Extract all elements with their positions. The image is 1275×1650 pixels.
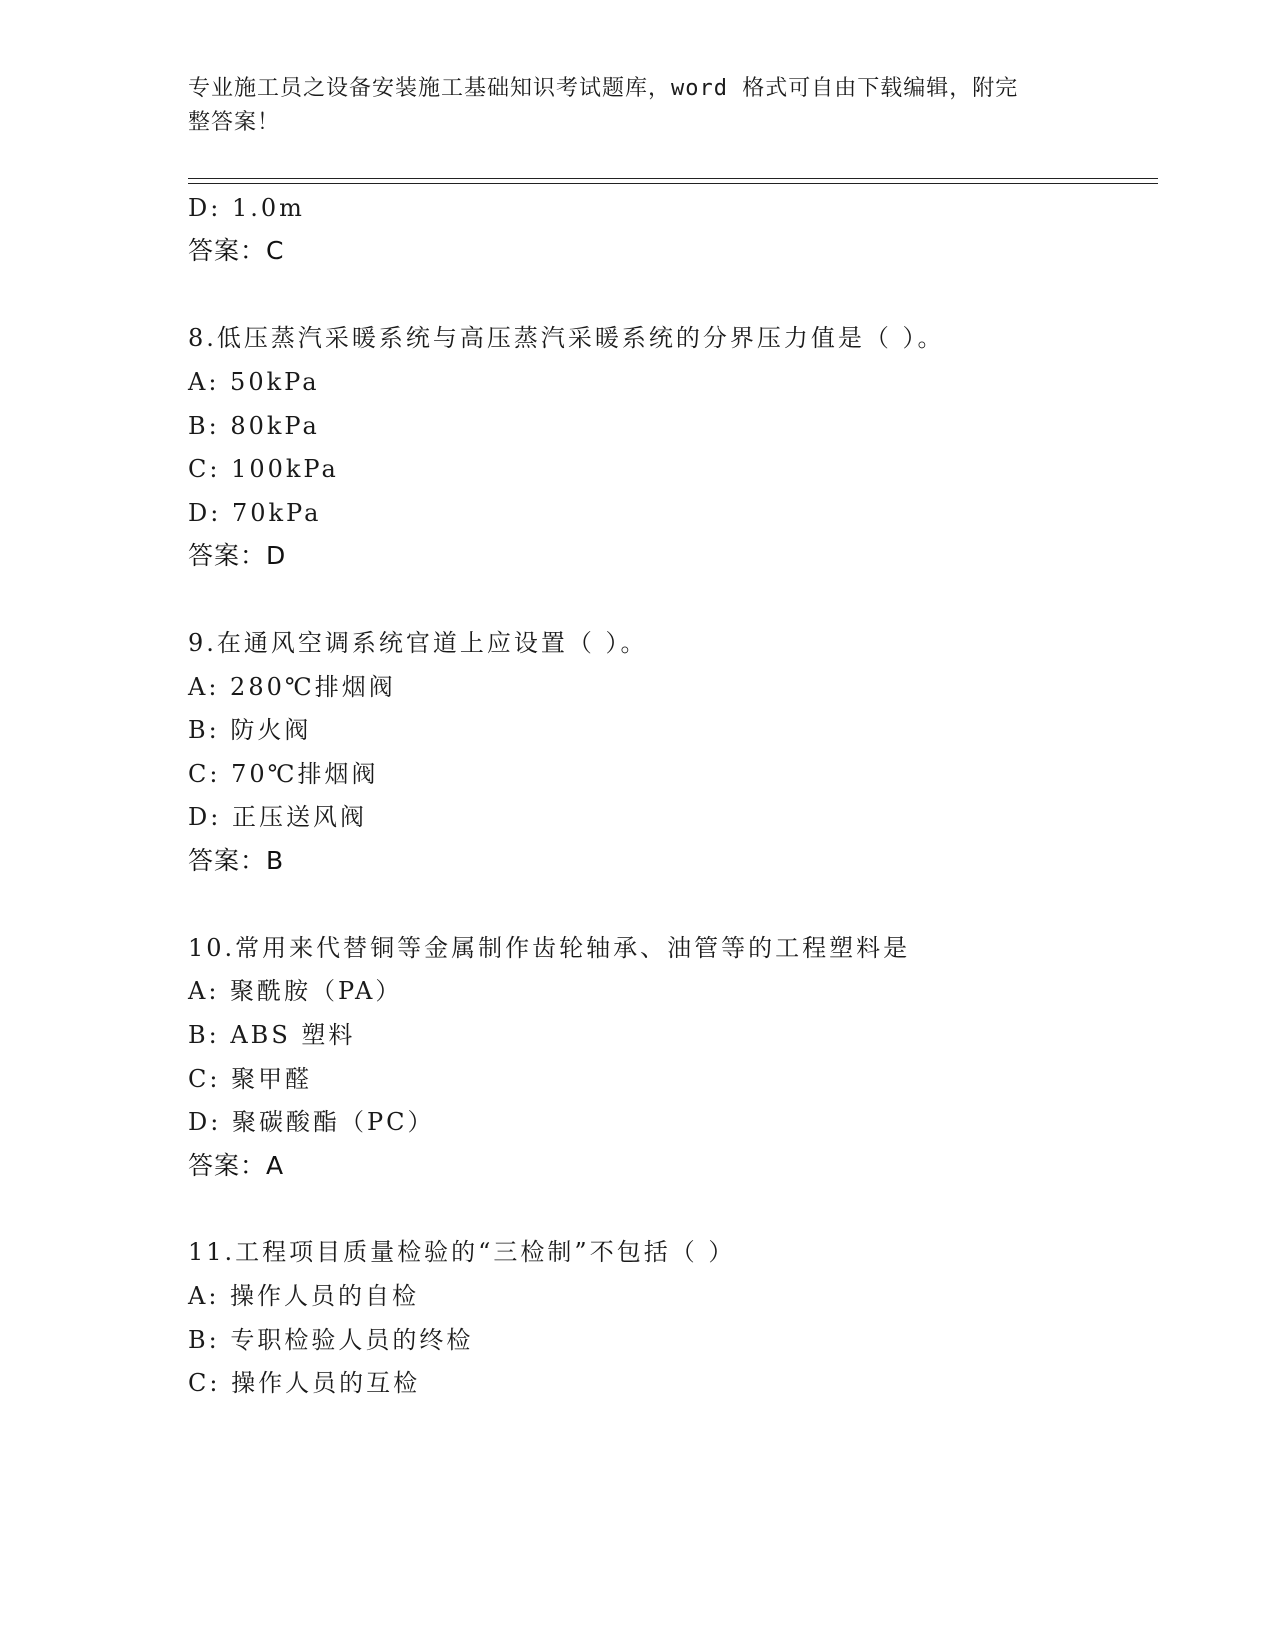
header-line-1: 专业施工员之设备安装施工基础知识考试题库，word 格式可自由下载编辑，附完: [188, 76, 1019, 101]
option-b-q11: B: 专职检验人员的终检: [188, 1326, 474, 1354]
option-c-q9: C: 70℃排烟阀: [188, 760, 379, 788]
option-d-q7: D: 1.0m: [188, 194, 305, 222]
option-a-q9: A: 280℃排烟阀: [188, 673, 396, 701]
answer-q10: 答案：A: [188, 1151, 285, 1180]
question-8: 8.低压蒸汽采暖系统与高压蒸汽采暖系统的分界压力值是（ ）。: [188, 324, 945, 352]
option-c-q11: C: 操作人员的互检: [188, 1369, 421, 1397]
option-c-q10: C: 聚甲醛: [188, 1065, 313, 1093]
header-divider-bottom: [188, 183, 1158, 184]
option-d-q9: D: 正压送风阀: [188, 803, 367, 831]
question-9: 9.在通风空调系统官道上应设置（ ）。: [188, 629, 648, 657]
question-11: 11.工程项目质量检验的“三检制”不包括（ ）: [188, 1238, 736, 1266]
option-b-q10: B: ABS 塑料: [188, 1021, 356, 1049]
option-b-q8: B: 80kPa: [188, 412, 320, 440]
option-b-q9: B: 防火阀: [188, 716, 312, 744]
option-a-q10: A: 聚酰胺（PA）: [188, 977, 403, 1005]
answer-q7: 答案：C: [188, 236, 285, 265]
option-a-q8: A: 50kPa: [188, 368, 320, 396]
header-line-2: 整答案！: [188, 110, 281, 135]
header-divider-top: [188, 178, 1158, 179]
document-header: [188, 72, 1088, 140]
answer-q9: 答案：B: [188, 846, 285, 875]
option-a-q11: A: 操作人员的自检: [188, 1282, 420, 1310]
question-10: 10.常用来代替铜等金属制作齿轮轴承、油管等的工程塑料是: [188, 934, 911, 962]
option-d-q8: D: 70kPa: [188, 499, 322, 527]
option-d-q10: D: 聚碳酸酯（PC）: [188, 1108, 435, 1136]
answer-q8: 答案：D: [188, 541, 287, 570]
option-c-q8: C: 100kPa: [188, 455, 339, 483]
